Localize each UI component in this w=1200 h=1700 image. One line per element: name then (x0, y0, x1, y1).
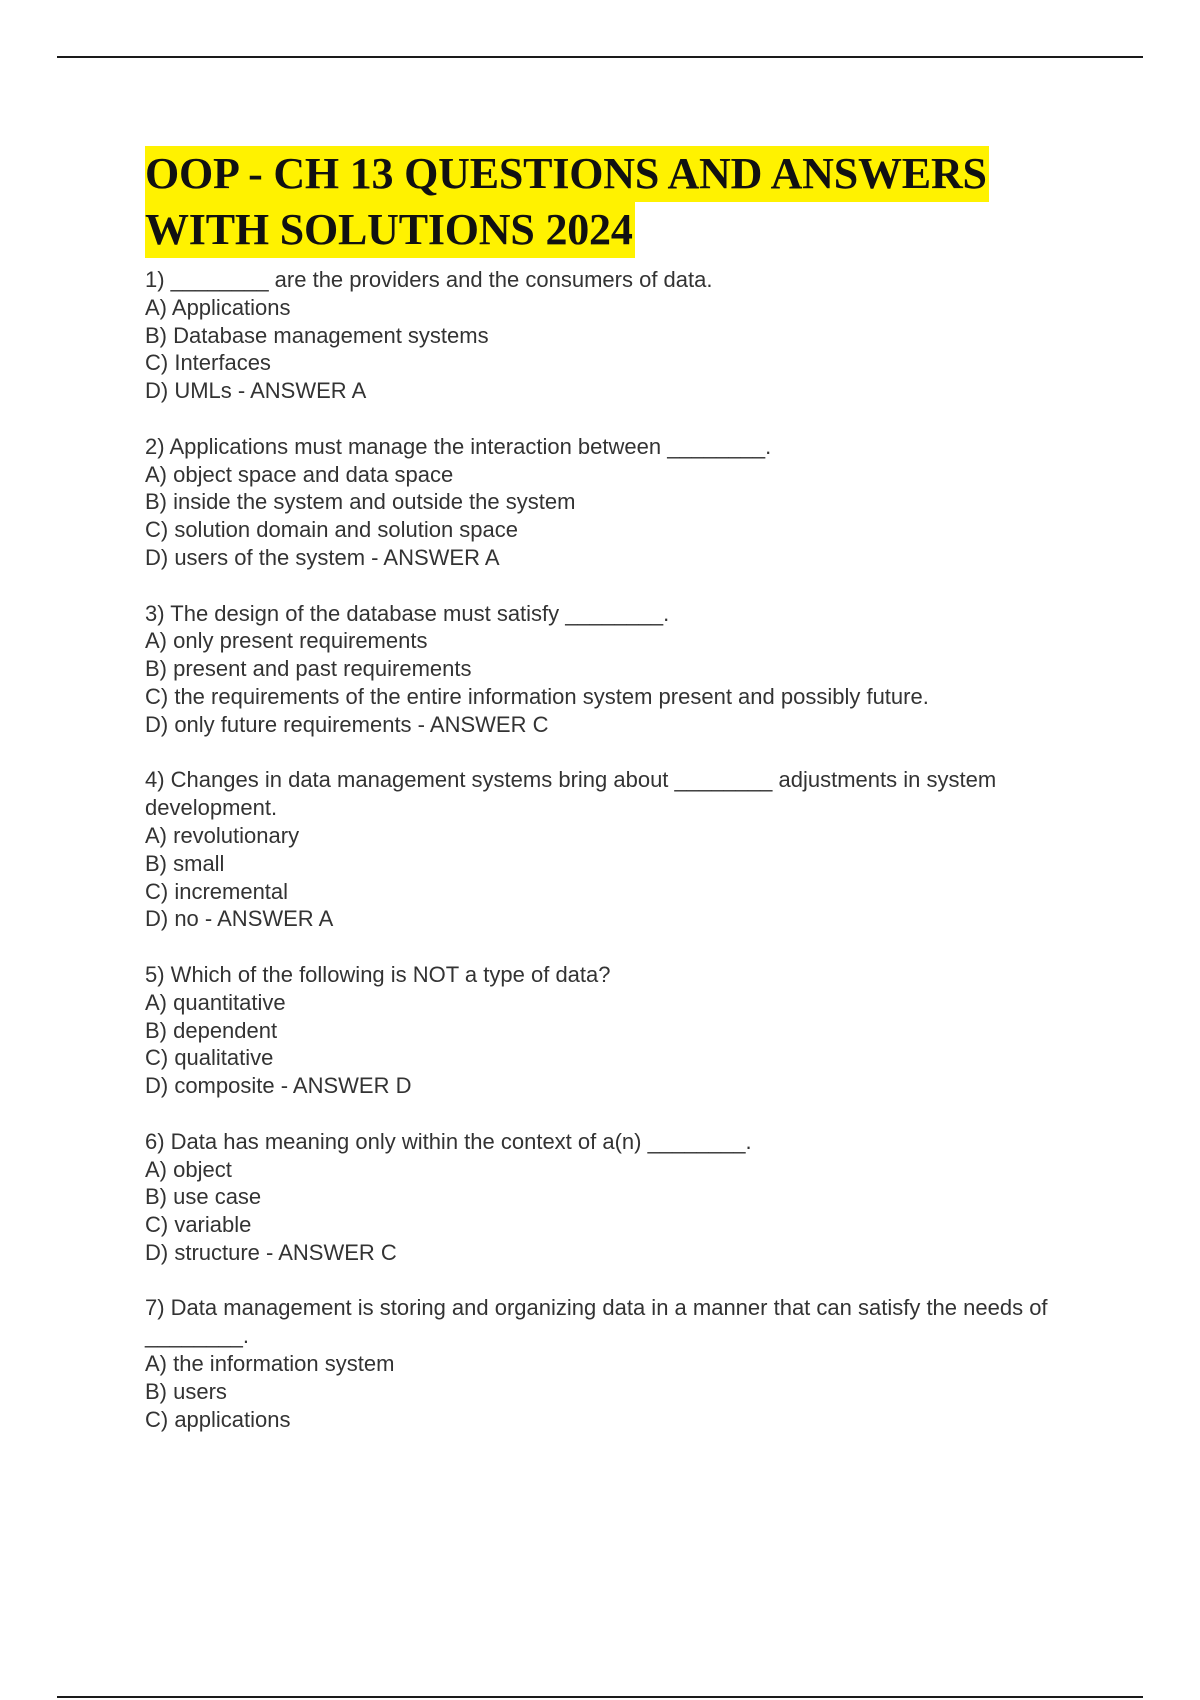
option-a: A) object (145, 1156, 232, 1182)
option-b: B) small (145, 850, 225, 876)
bottom-rule (57, 1696, 1143, 1698)
option-b: B) inside the system and outside the system (145, 489, 576, 515)
question-3 (145, 600, 1090, 739)
question-2 (145, 433, 1090, 572)
option-a: A) quantitative (145, 989, 286, 1015)
option-b: B) present and past requirements (145, 656, 472, 682)
option-c: C) solution domain and solution space (145, 517, 519, 543)
option-d: D) structure - ANSWER C (145, 1239, 397, 1265)
option-a: A) the information system (145, 1351, 395, 1377)
question-6 (145, 1128, 1090, 1267)
title-line-2: WITH SOLUTIONS 2024 (145, 202, 635, 258)
option-c: C) qualitative (145, 1045, 274, 1071)
option-d: D) only future requirements - ANSWER C (145, 711, 549, 737)
question-1 (145, 266, 1090, 405)
option-d: D) users of the system - ANSWER A (145, 544, 500, 570)
document-body (145, 146, 1090, 1461)
option-b: B) users (145, 1378, 227, 1404)
question-text: 4) Changes in data management systems bring about ________ adjustments in system development. (145, 767, 997, 821)
question-7 (145, 1294, 1090, 1433)
question-5 (145, 961, 1090, 1100)
question-4 (145, 766, 1090, 933)
option-b: B) Database management systems (145, 322, 489, 348)
question-text: 3) The design of the database must satisfy ________. (145, 600, 670, 626)
question-text: 1) ________ are the providers and the consumers of data. (145, 267, 713, 292)
option-c: C) incremental (145, 878, 289, 904)
option-a: A) revolutionary (145, 822, 300, 848)
option-a: A) object space and data space (145, 461, 454, 487)
top-rule (57, 56, 1143, 58)
question-list (145, 266, 1090, 1433)
question-text: 5) Which of the following is NOT a type of data? (145, 961, 611, 987)
question-text: 6) Data has meaning only within the context of a(n) ________. (145, 1128, 752, 1154)
option-c: C) variable (145, 1212, 252, 1238)
option-c: C) Interfaces (145, 350, 271, 376)
title-line-1: OOP - CH 13 QUESTIONS AND ANSWERS (145, 146, 989, 202)
option-c: C) the requirements of the entire information system present and possibly future. (145, 683, 929, 709)
option-a: A) only present requirements (145, 628, 428, 654)
option-d: D) composite - ANSWER D (145, 1073, 412, 1099)
option-b: B) use case (145, 1184, 262, 1210)
document-title (145, 146, 1090, 258)
option-a: A) Applications (145, 294, 291, 320)
question-text: 7) Data management is storing and organizing data in a manner that can satisfy the needs of ________. (145, 1295, 1048, 1349)
option-d: D) UMLs - ANSWER A (145, 378, 367, 404)
option-d: D) no - ANSWER A (145, 906, 334, 932)
option-b: B) dependent (145, 1017, 278, 1043)
option-c: C) applications (145, 1406, 291, 1432)
question-text: 2) Applications must manage the interaction between ________. (145, 433, 772, 459)
